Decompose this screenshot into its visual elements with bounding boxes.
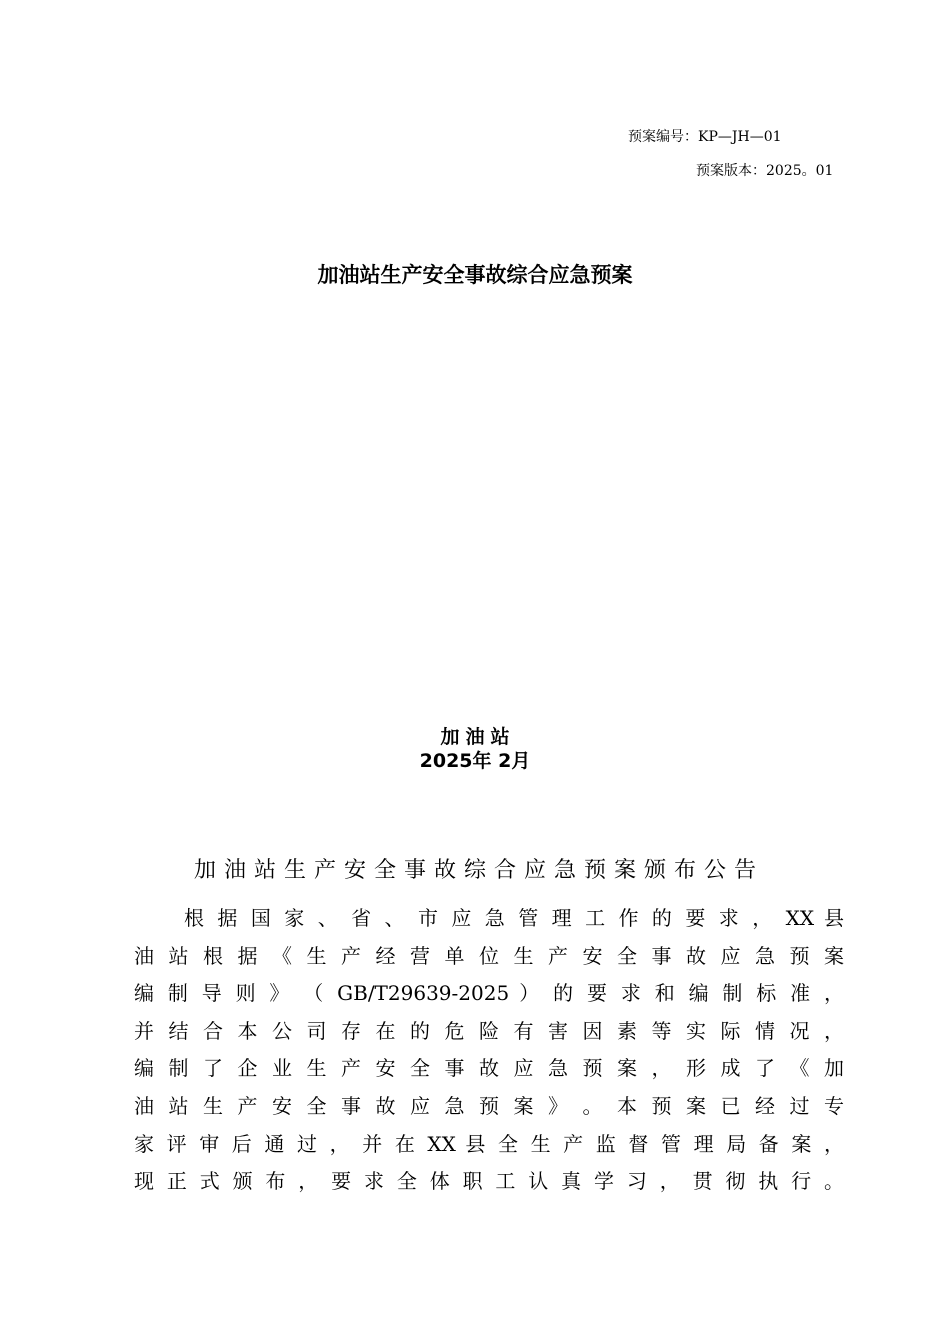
notice-line: 家 评 审 后 通 过 ， 并 在 XX 县 全 生 产 监 督 管 理 局 备 案 ， [134, 1131, 844, 1156]
notice-line: 编 制 了 企 业 生 产 安 全 事 故 应 急 预 案 ， 形 成 了 《 加 [134, 1056, 844, 1081]
notice-line: 油 站 根 据 《 生 产 经 营 单 位 生 产 安 全 事 故 应 急 预 案 [134, 943, 844, 968]
notice-body [134, 902, 844, 1203]
notice-line: 编 制 导 则 》 （ GB/T29639-2025 ） 的 要 求 和 编 制 标 准 ， [134, 981, 844, 1006]
plan-code: 预案编号：KP—JH—01 [628, 129, 782, 145]
notice-line: 油 站 生 产 安 全 事 故 应 急 预 案 》 。 本 预 案 已 经 过 专 [134, 1093, 844, 1118]
notice-line: 根 据 国 家 、 省 、 市 应 急 管 理 工 作 的 要 求 ， XX 县 [184, 906, 844, 930]
plan-version: 预案版本：2025。01 [696, 163, 834, 179]
organization-name: 加油站 [440, 726, 516, 748]
notice-title: 加油站生产安全事故综合应急预案颁布公告 [193, 858, 764, 883]
document-date: 2025年 2月 [419, 750, 531, 772]
notice-line: 现 正 式 颁 布 ， 要 求 全 体 职 工 认 真 学 习 ， 贯 彻 执 行 。 [134, 1169, 844, 1194]
notice-line: 并 结 合 本 公 司 存 在 的 危 险 有 害 因 素 等 实 际 情 况 ， [134, 1018, 844, 1043]
document-title: 加油站生产安全事故综合应急预案 [317, 263, 633, 287]
